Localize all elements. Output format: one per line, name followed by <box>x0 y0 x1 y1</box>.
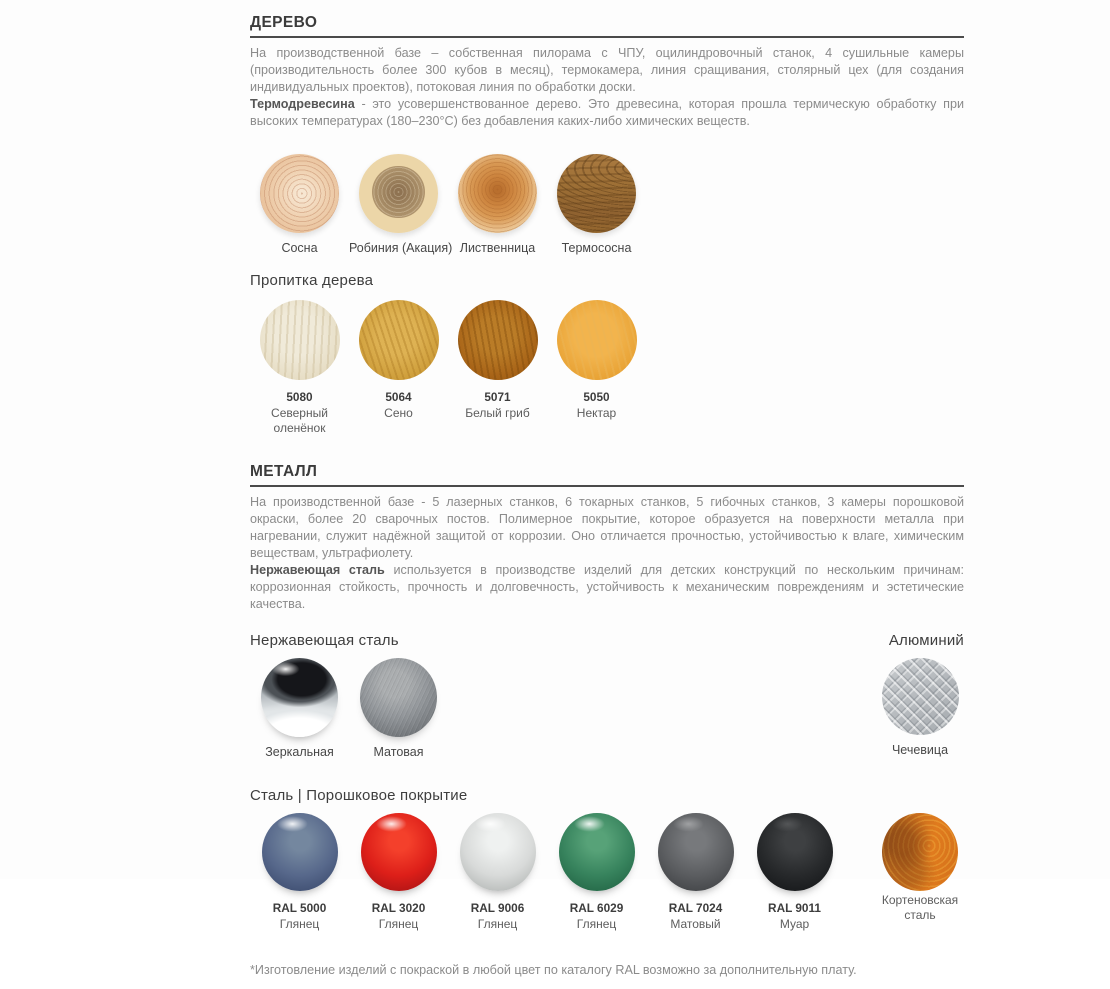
ral6029-finish: Глянец <box>576 917 617 931</box>
corten-swatch-image <box>882 813 958 891</box>
ral5000-finish: Глянец <box>279 917 320 931</box>
wood-paragraph-2-lead: Термодревесина <box>250 97 355 111</box>
powder-sample-ral6029 <box>547 813 646 932</box>
impregnation-5064-swatch-image <box>359 300 439 380</box>
diamond-plate-swatch-image <box>882 658 959 735</box>
impregnation-5050-name: Нектар <box>576 406 617 420</box>
ral3020-finish: Глянец <box>378 917 419 931</box>
pine-label: Сосна <box>281 241 318 255</box>
corten-label: Кортеновская сталь <box>881 893 959 922</box>
stainless-samples-row <box>250 658 964 760</box>
page-content <box>250 0 964 989</box>
impregnation-5064-code: 5064 <box>385 390 412 404</box>
larch-label: Лиственница <box>459 241 536 255</box>
metal-section-divider <box>250 485 964 487</box>
lentil-label: Чечевица <box>891 743 949 757</box>
metal-paragraph-2-rest: используется в производстве изделий для детских конструкций по нескольким причинам: коррозионная стойкость, прочность и долговечность, устойчивость к механическим повреждениям и эстетические качества. <box>250 563 964 611</box>
impregnation-5080-name: Северный оленёнок <box>271 406 328 435</box>
wood-sample-robinia <box>349 154 453 256</box>
ral7024-swatch-image <box>658 813 734 891</box>
wood-paragraph-2 <box>250 96 964 130</box>
impregnation-sample-5064 <box>349 300 448 421</box>
matte-steel-swatch-image <box>360 658 437 737</box>
ral9011-finish: Муар <box>779 917 810 931</box>
wood-sample-pine <box>250 154 349 256</box>
impregnation-5080-swatch-image <box>260 300 340 380</box>
impregnation-5064-name: Сено <box>384 406 413 420</box>
powder-sample-corten <box>876 813 964 922</box>
stainless-heading: Нержавеющая сталь <box>250 632 399 649</box>
impregnation-sample-5080 <box>250 300 349 435</box>
stainless-sample-mirror <box>250 658 349 760</box>
impregnation-sample-5071 <box>448 300 547 421</box>
aluminum-heading: Алюминий <box>888 632 964 649</box>
pine-swatch-image <box>260 154 339 233</box>
ral9006-code: RAL 9006 <box>470 901 525 915</box>
ral9011-code: RAL 9011 <box>768 901 821 915</box>
robinia-label: Робиния (Акация) <box>349 241 453 255</box>
ral7024-finish: Матовый <box>670 917 721 931</box>
impregnation-5071-name: Белый гриб <box>465 406 530 420</box>
ral9006-finish: Глянец <box>477 917 518 931</box>
ral5000-swatch-image <box>262 813 338 891</box>
ral6029-swatch-image <box>559 813 635 891</box>
stainless-sample-matte <box>349 658 448 760</box>
aluminum-sample-lentil <box>876 658 964 758</box>
matte-steel-label: Матовая <box>373 745 424 759</box>
ral3020-code: RAL 3020 <box>371 901 426 915</box>
mirror-steel-swatch-image <box>261 658 338 737</box>
metal-paragraph-2-lead: Нержавеющая сталь <box>250 563 385 577</box>
impregnation-5071-swatch-image <box>458 300 538 380</box>
mirror-steel-label: Зеркальная <box>265 745 334 759</box>
metal-paragraph-1: На производственной базе - 5 лазерных станков, 6 токарных станков, 5 гибочных станков, 3 камеры порошковой окраски, более 20 сварочных постов. Полимерное покрытие, которое образуется на поверхности металла при нагревании, служит надёжной защитой от коррозии. Оно отличается прочностью, устойчивостью к влаге, химическим веществам, ультрафиолету. <box>250 495 964 560</box>
impregnation-5050-swatch-image <box>557 300 637 380</box>
wood-paragraph-1: На производственной базе – собственная пилорама с ЧПУ, оцилиндровочный станок, 4 сушильные камеры (производительность более 300 кубов в месяц), термокамера, линия сращивания, столярный цех (для создания индивидуальных проектов), потоковая линия по обработки доски. <box>250 46 964 94</box>
powder-samples-row <box>250 813 964 932</box>
stainless-aluminum-headings <box>250 632 964 649</box>
ral7024-code: RAL 7024 <box>668 901 723 915</box>
ral9011-swatch-image <box>757 813 833 891</box>
wood-paragraph-2-rest: - это усовершенствованное дерево. Это древесина, которая прошла термическую обработку при высоких температурах (180–230°C) без добавления каких-либо химических веществ. <box>250 97 964 128</box>
powder-sample-ral7024 <box>646 813 745 932</box>
powder-sample-ral9006 <box>448 813 547 932</box>
wood-sample-larch <box>448 154 547 256</box>
wood-section-divider <box>250 36 964 38</box>
thermopine-label: Термососна <box>561 241 632 255</box>
impregnation-samples-row <box>250 300 964 435</box>
wood-section-title: ДЕРЕВО <box>250 14 318 31</box>
impregnation-5080-code: 5080 <box>286 390 313 404</box>
powder-sample-ral9011 <box>745 813 844 932</box>
larch-swatch-image <box>458 154 537 233</box>
ral-footnote: *Изготовление изделий с покраской в любой цвет по каталогу RAL возможно за дополнительную плату. <box>250 962 857 977</box>
impregnation-5050-code: 5050 <box>583 390 610 404</box>
wood-samples-row <box>250 154 964 256</box>
ral5000-code: RAL 5000 <box>272 901 327 915</box>
ral6029-code: RAL 6029 <box>569 901 624 915</box>
metal-paragraph-2 <box>250 562 964 613</box>
impregnation-heading: Пропитка дерева <box>250 272 374 289</box>
wood-sample-thermopine <box>547 154 646 256</box>
powder-sample-ral5000 <box>250 813 349 932</box>
robinia-swatch-image <box>359 154 438 233</box>
powder-sample-ral3020 <box>349 813 448 932</box>
ral3020-swatch-image <box>361 813 437 891</box>
metal-section-title: МЕТАЛЛ <box>250 463 318 480</box>
ral9006-swatch-image <box>460 813 536 891</box>
impregnation-5071-code: 5071 <box>484 390 511 404</box>
powder-heading: Сталь | Порошковое покрытие <box>250 787 468 804</box>
impregnation-sample-5050 <box>547 300 646 421</box>
thermopine-swatch-image <box>557 154 636 233</box>
